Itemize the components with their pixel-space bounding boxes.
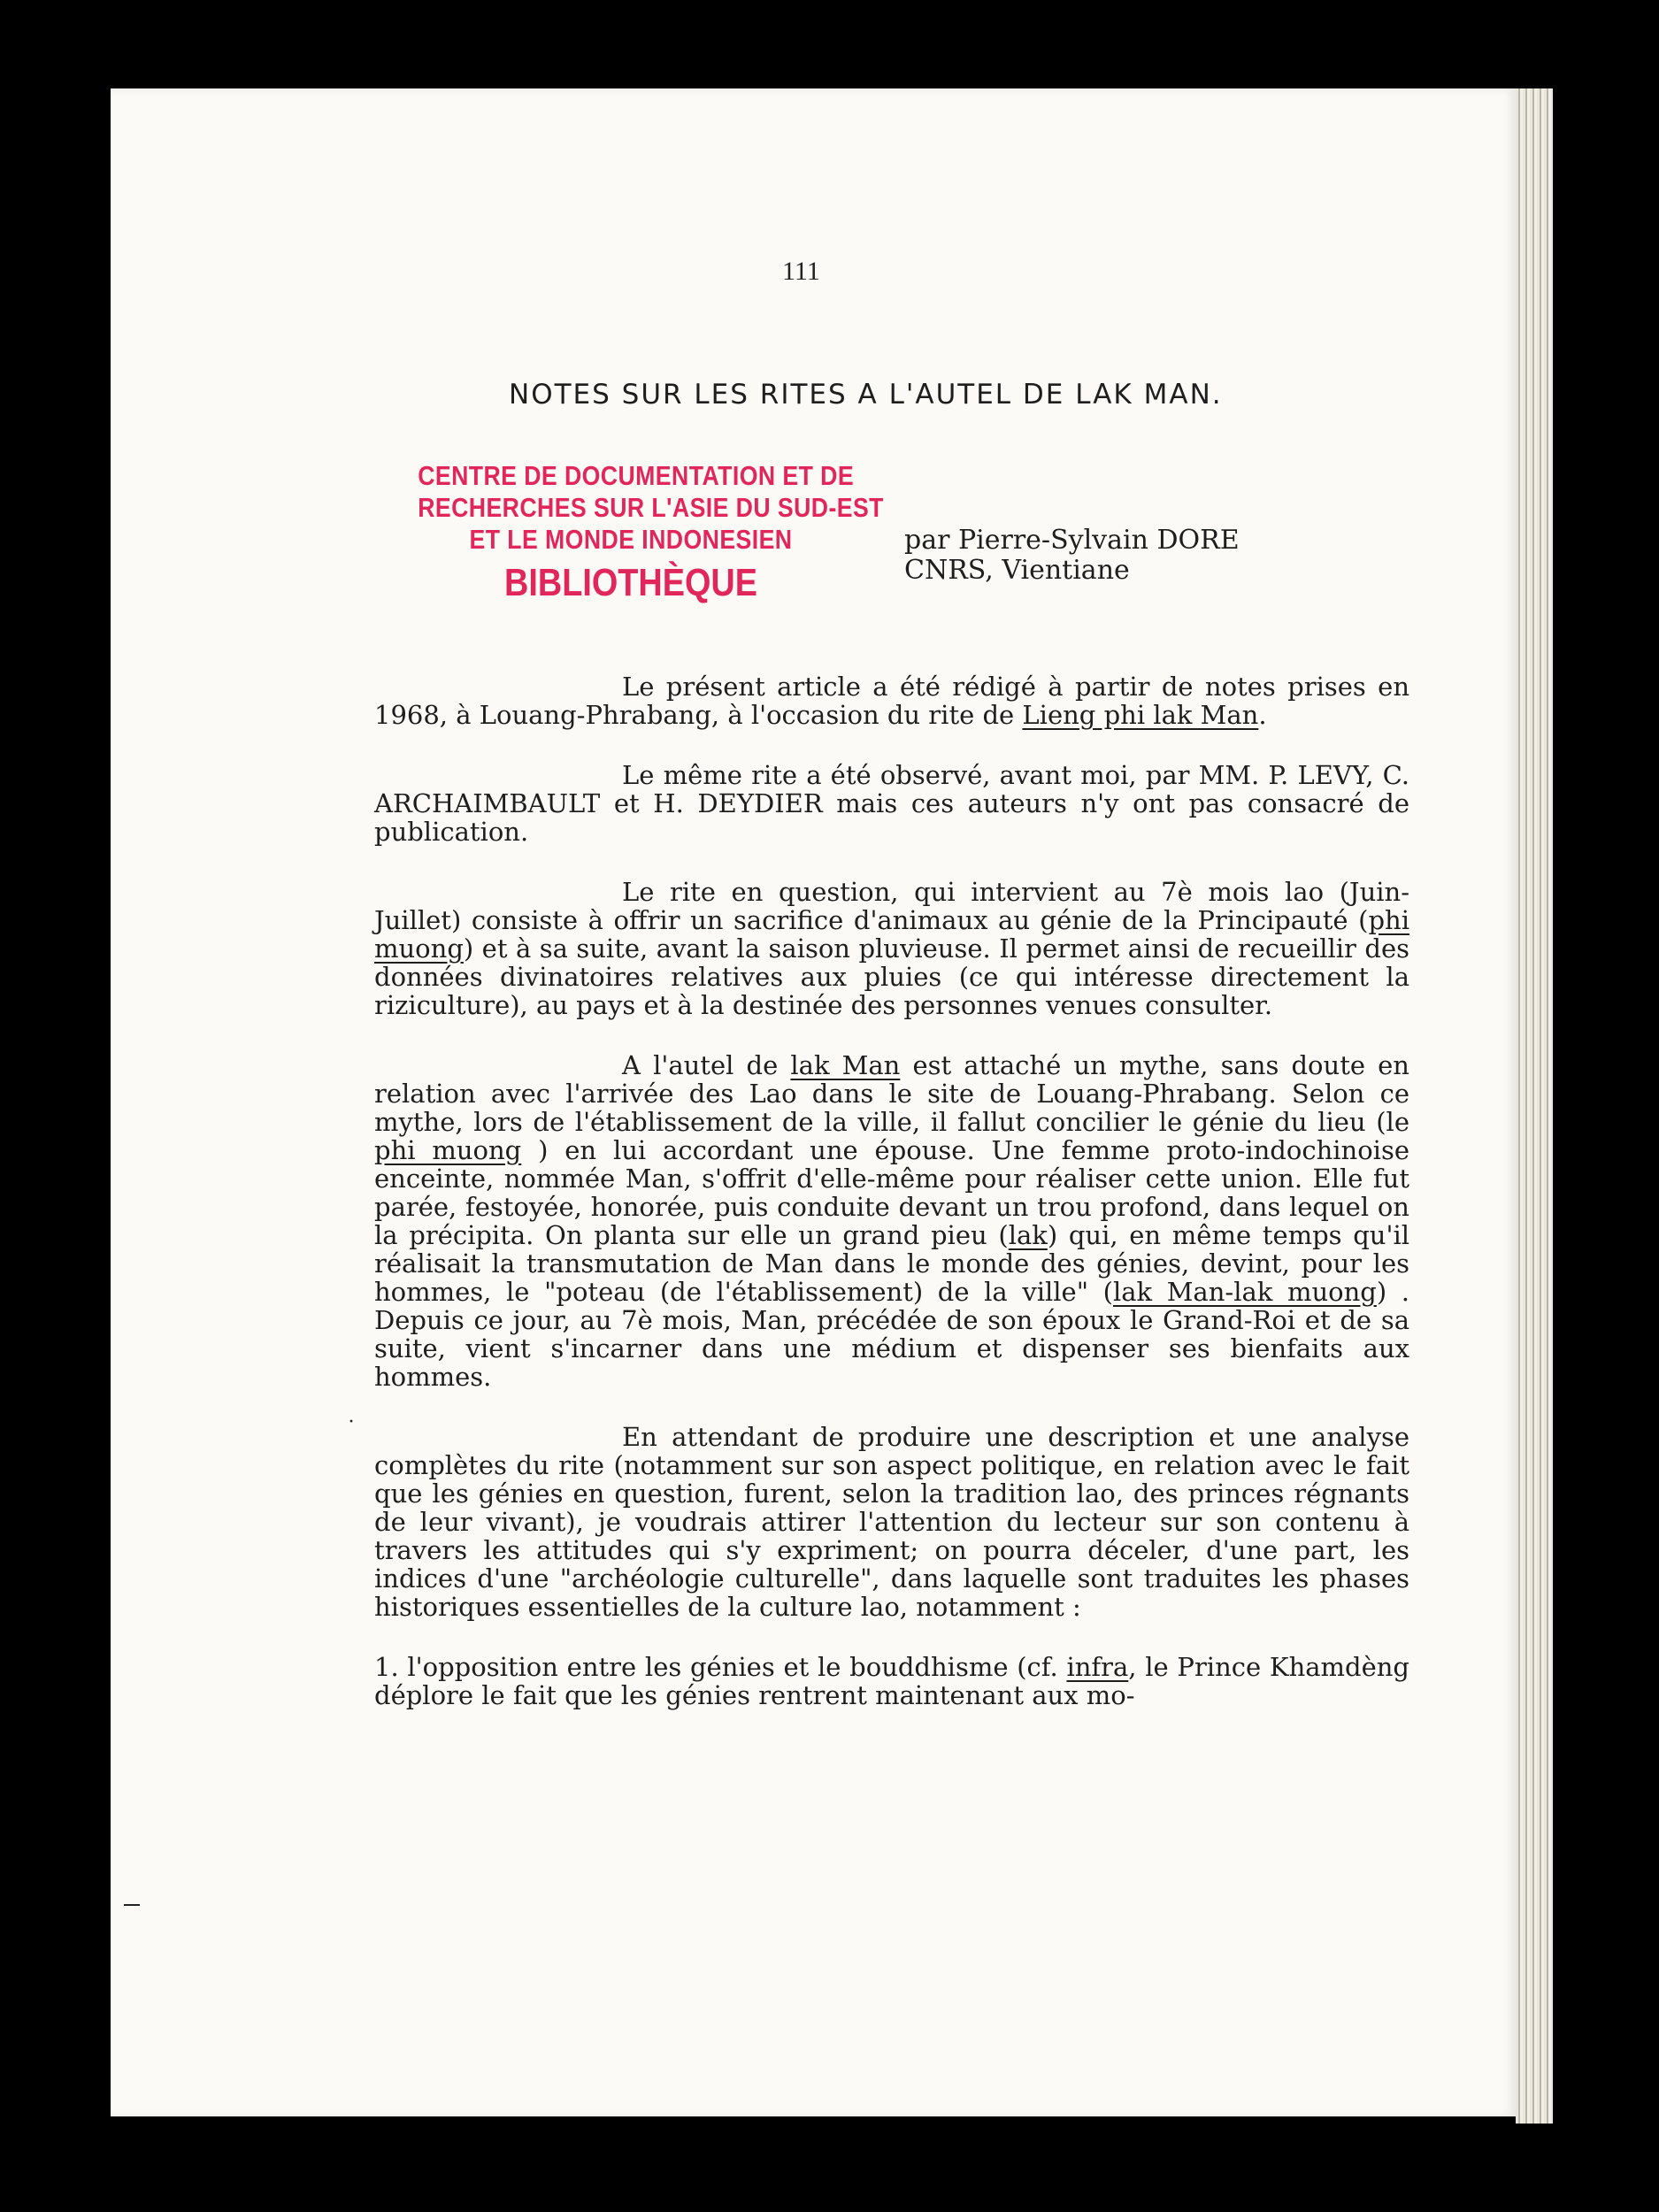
underlined-term: phi muong [374,905,1409,964]
article-body [374,672,1409,1709]
text: ) en lui accordant une épouse. Une femme proto-indochinoise enceinte, nommée Man, s'offrit d'elle-même pour réaliser cette union. Elle fut parée, festoyée, honorée, puis conduite devant un trou profond, dans lequel on la précipita. On planta sur elle un grand pieu ( [374,1135,1409,1250]
paragraph-1 [374,672,1409,729]
margin-dot: · [348,1410,355,1433]
stamp-line-2: RECHERCHES SUR L'ASIE DU SUD-EST [418,492,884,523]
text: 1. l'opposition entre les génies et le bouddhisme (cf. [374,1652,1067,1682]
text: ) et à sa suite, avant la saison pluvieuse. Il permet ainsi de recueillir des données divinatoires relatives aux pluies (ce qui intéresse directement la riziculture), au pays et à la destinée des personnes venues consulter. [374,933,1409,1020]
text: , le Prince Khamdèng déplore le fait que les génies rentrent maintenant aux mo- [374,1652,1409,1710]
author-byline: par Pierre-Sylvain DORE [904,525,1240,556]
underlined-term: Lieng phi lak Man [1022,700,1259,730]
paragraph-6 [374,1653,1409,1709]
author-affiliation: CNRS, Vientiane [904,555,1130,586]
underlined-term: lak Man-lak muong [1112,1277,1377,1307]
stamp-line-4: BIBLIOTHÈQUE [504,561,757,604]
page-edges [1516,88,1553,2124]
paragraph-5: En attendant de produire une description et une analyse complètes du rite (notamment sur son aspect politique, en relation avec le fait que les génies en question, furent, selon la tradition lao, des princes régnants de leur vivant), je voudrais attirer l'attention du lecteur sur son contenu à travers les attitudes qui s'y expriment; on pourra déceler, d'une part, les indices d'une "archéologie culturelle", dans laquelle sont traduites les phases historiques essentielles de la culture lao, notamment : [374,1422,1409,1622]
text: est attaché un mythe, sans doute en relation avec l'arrivée des Lao dans le site de Louang-Phrabang. Selon ce mythe, lors de l'établissement de la ville, il fallut concilier le génie du lieu (le [374,1050,1409,1137]
text: ) . Depuis ce jour, au 7è mois, Man, précédée de son époux le Grand-Roi et de sa suite, vient s'incarner dans une médium et dispenser ses bienfaits aux hommes. [374,1277,1409,1392]
paragraph-4 [374,1051,1409,1391]
text: Le présent article a été rédigé à partir de notes prises en 1968, à Louang-Phrabang, à l'occasion du rite de [374,672,1409,730]
library-stamp [383,460,884,609]
underlined-term: lak [1008,1220,1048,1250]
underlined-term: infra [1066,1652,1129,1682]
article-title: NOTES SUR LES RITES A L'AUTEL DE LAK MAN. [509,379,1223,411]
text: ) qui, en même temps qu'il réalisait la transmutation de Man dans le monde des génies, devint, pour les hommes, le "poteau (de l'établissement) de la ville" ( [374,1220,1410,1307]
text: Le rite en question, qui intervient au 7è mois lao (Juin-Juillet) consiste à offrir un sacrifice d'animaux au génie de la Principauté ( [374,877,1409,935]
margin-mark [124,1904,140,1906]
page-number: 111 [782,257,820,286]
text: A l'autel de [622,1050,791,1080]
paragraph-2: Le même rite a été observé, avant moi, par MM. P. LEVY, C. ARCHAIMBAULT et H. DEYDIER mais ces auteurs n'y ont pas consacré de publication. [374,760,1409,847]
author-block [904,526,1240,586]
stamp-line-3: ET LE MONDE INDONESIEN [469,524,793,555]
paragraph-3 [374,878,1409,1019]
underlined-term: phi muong [374,1135,522,1165]
text: . [1258,700,1267,730]
stamp-line-1: CENTRE DE DOCUMENTATION ET DE [418,460,855,491]
underlined-term: lak Man [790,1050,901,1080]
